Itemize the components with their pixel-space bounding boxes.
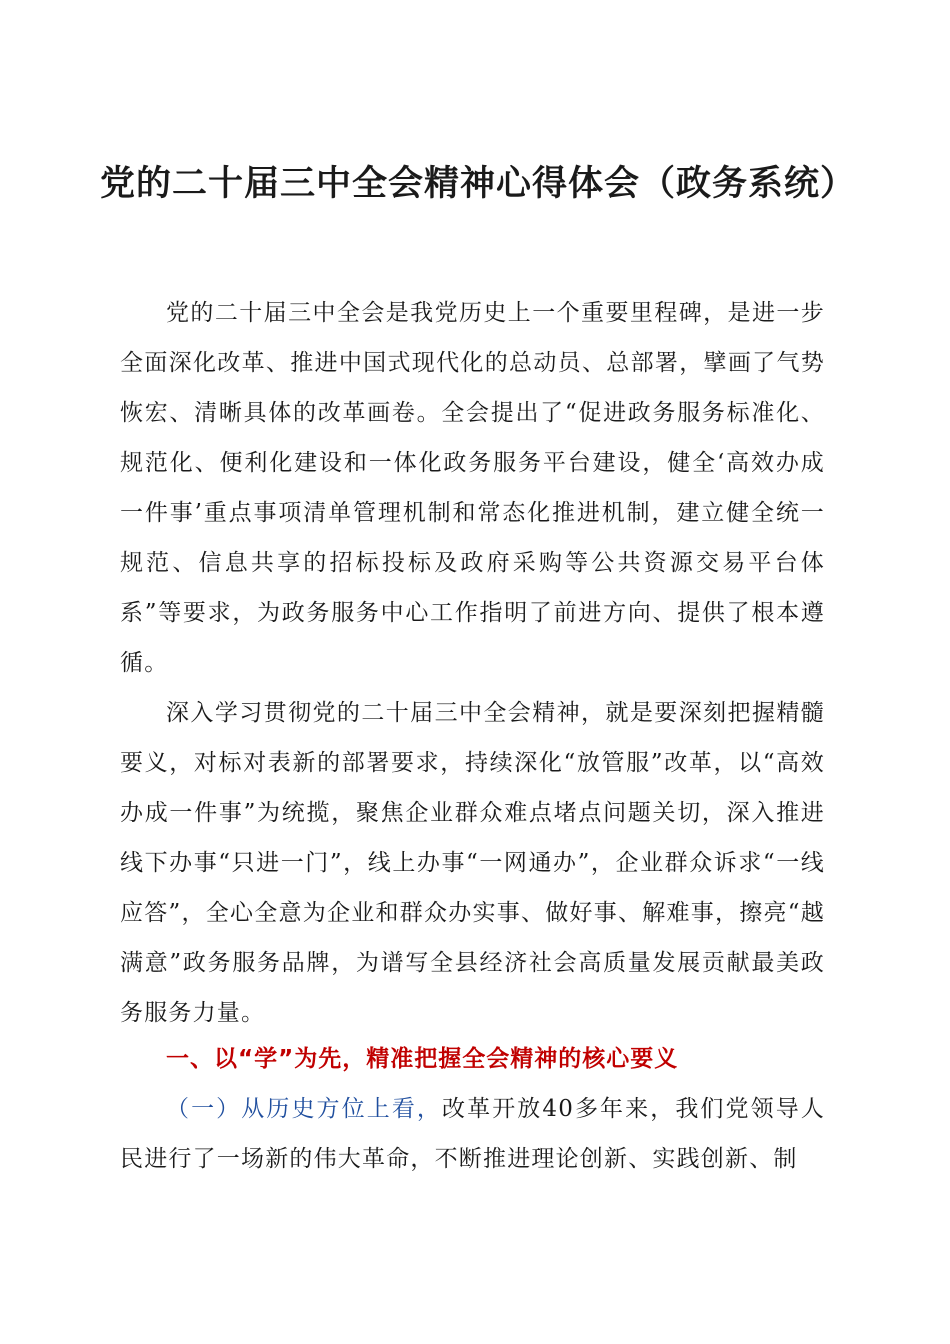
paragraph-historical-text: 改革开放40多年来，我们党领导人民进行了一场新的伟大革命，不断推进理论创新、实践创新、制 [120, 1096, 826, 1172]
paragraph-intro: 党的二十届三中全会是我党历史上一个重要里程碑，是进一步全面深化改革、推进中国式现代化的总动员、总部署，擘画了气势恢宏、清晰具体的改革画卷。全会提出了“促进政务服务标准化、规范化、便利化建设和一体化政务服务平台建设，健全‘高效办成一件事’重点事项清单管理机制和常态化推进机制，建立健全统一规范、信息共享的招标投标及政府采购等公共资源交易平台体系”等要求，为政务服务中心工作指明了前进方向、提供了根本遵循。 [120, 300, 825, 676]
paragraph-historical [120, 1084, 825, 1184]
paragraph-study: 深入学习贯彻党的二十届三中全会精神，就是要深刻把握精髓要义，对标对表新的部署要求，持续深化“放管服”改革，以“高效办成一件事”为统揽，聚焦企业群众难点堵点问题关切，深入推进线下办事“只进一门”，线上办事“一网通办”，企业群众诉求“一线应答”，全心全意为企业和群众办实事、做好事、解难事，擦亮“越满意”政务服务品牌，为谱写全县经济社会高质量发展贡献最美政务服务力量。 [120, 700, 825, 1026]
document-title: 党的二十届三中全会精神心得体会（政务系统） [100, 164, 857, 204]
section-heading-1: 一、以“学”为先，精准把握全会精神的核心要义 [166, 1046, 679, 1072]
subheading-historical: （一）从历史方位上看， [166, 1096, 443, 1122]
